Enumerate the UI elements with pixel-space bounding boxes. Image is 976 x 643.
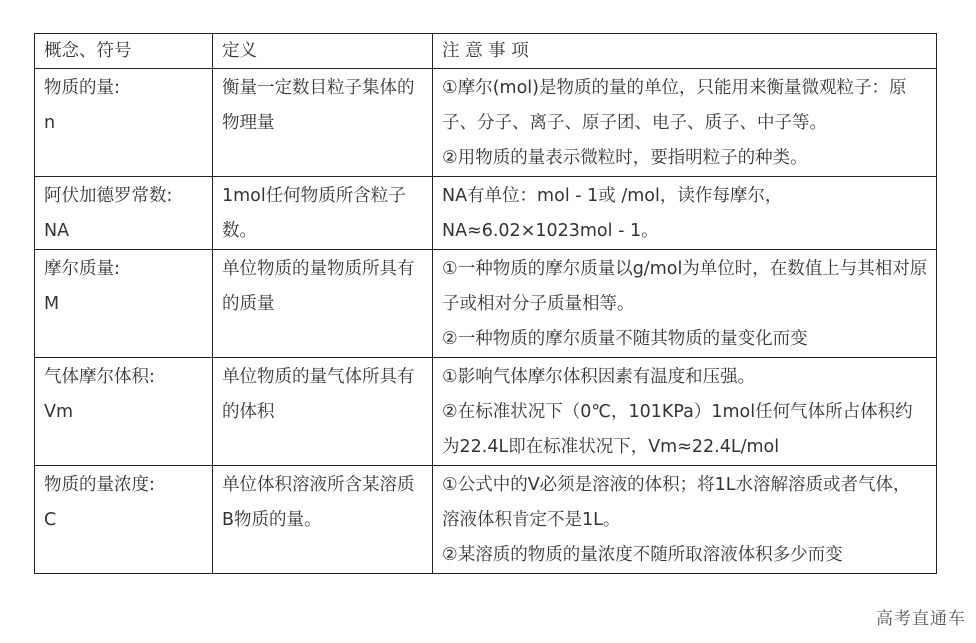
concept-name: 气体摩尔体积: (44, 367, 155, 387)
concept-cell (35, 358, 213, 466)
notes-cell (433, 358, 937, 466)
note-text: ②一种物质的摩尔质量不随其物质的量变化而变 (442, 329, 808, 349)
watermark-text: 高考直通车 (876, 609, 966, 629)
definition-cell: 单位物质的量物质所具有的质量 (213, 250, 433, 358)
note-text: ①公式中的V必须是溶液的体积；将1L水溶解溶质或者气体，溶液体积肯定不是1L。 (442, 475, 911, 530)
table-row (35, 250, 937, 358)
concept-table (34, 33, 937, 574)
definition-cell: 1mol任何物质所含粒子数。 (213, 177, 433, 250)
definition-cell: 单位物质的量气体所具有的体积 (213, 358, 433, 466)
note-text: NA有单位：mol - 1或 /mol，读作每摩尔， (442, 186, 783, 206)
table-row (35, 466, 937, 574)
definition-cell: 衡量一定数目粒子集体的物理量 (213, 69, 433, 177)
concept-name: 物质的量浓度: (44, 475, 155, 495)
note-text: ②某溶质的物质的量浓度不随所取溶液体积多少而变 (442, 545, 843, 565)
concept-cell (35, 177, 213, 250)
note-text: ②在标准状况下（0℃，101KPa）1mol任何气体所占体积约为22.4L即在标准状况下，Vm≈22.4L/mol (442, 402, 913, 457)
header-notes: 注 意 事 项 (433, 34, 937, 69)
note-text: ①摩尔(mol)是物质的量的单位，只能用来衡量微观粒子：原子、分子、离子、原子团、电子、质子、中子等。 (442, 78, 907, 133)
header-concept-symbol: 概念、符号 (35, 34, 213, 69)
table-header-row (35, 34, 937, 69)
notes-cell (433, 466, 937, 574)
table-row (35, 69, 937, 177)
definition-cell: 单位体积溶液所含某溶质B物质的量。 (213, 466, 433, 574)
concept-symbol: NA (44, 221, 70, 241)
concept-symbol: Vm (44, 402, 74, 422)
note-text: NA≈6.02×1023mol - 1。 (442, 221, 659, 241)
notes-cell (433, 69, 937, 177)
table-row (35, 177, 937, 250)
header-definition: 定义 (213, 34, 433, 69)
concept-name: 摩尔质量: (44, 259, 120, 279)
concept-symbol: C (44, 510, 57, 530)
notes-cell (433, 177, 937, 250)
note-text: ①一种物质的摩尔质量以g/mol为单位时，在数值上与其相对原子或相对分子质量相等。 (442, 259, 928, 314)
note-text: ②用物质的量表示微粒时，要指明粒子的种类。 (442, 148, 808, 168)
concept-cell (35, 250, 213, 358)
concept-name: 阿伏加德罗常数: (44, 186, 173, 206)
table-row (35, 358, 937, 466)
concept-symbol: M (44, 294, 60, 314)
notes-cell (433, 250, 937, 358)
note-text: ①影响气体摩尔体积因素有温度和压强。 (442, 367, 756, 387)
concept-name: 物质的量: (44, 78, 120, 98)
concept-cell (35, 466, 213, 574)
concept-cell (35, 69, 213, 177)
concept-symbol: n (44, 113, 56, 133)
